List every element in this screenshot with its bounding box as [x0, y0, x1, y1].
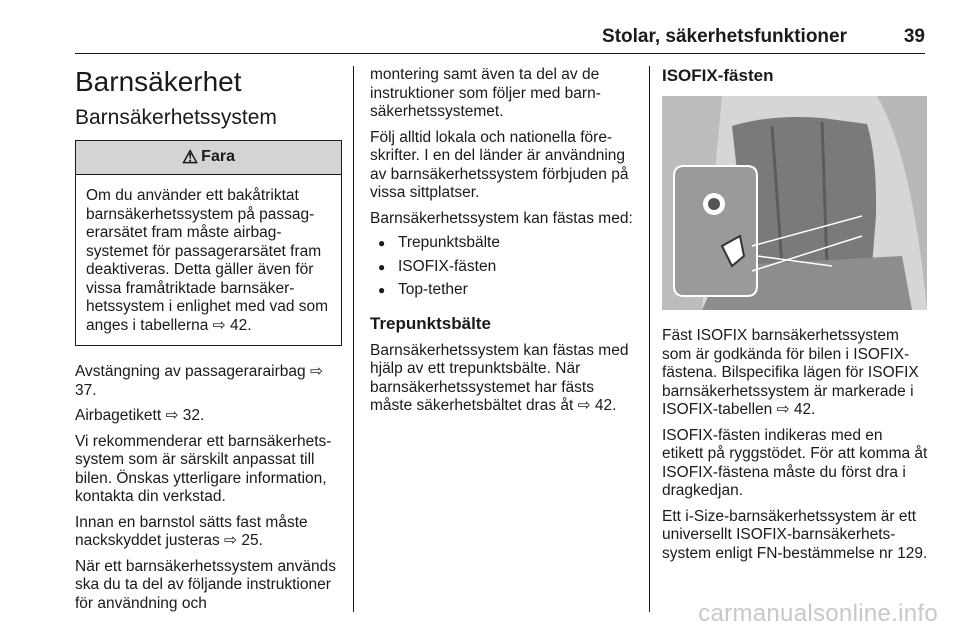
isofix-seat-illustration	[662, 96, 927, 310]
paragraph: Följ alltid lokala och nationella före-skrifter. I en del länder är användning av barnsäkerhetssystem förbjuden på vissa sittplatser.	[370, 128, 629, 201]
column-2	[370, 66, 636, 423]
rear-seat-image	[662, 96, 927, 310]
section-heading: Barnsäkerhetssystem	[75, 106, 277, 129]
page-number: 39	[903, 26, 925, 47]
danger-box-header	[76, 141, 341, 175]
page-header	[75, 24, 925, 54]
list-item: ● ISOFIX-fästen	[370, 258, 636, 277]
danger-text: Om du använder ett bakåtriktat barnsäkerhetssystem på passag-erarsätet fram måste airbag-systemet för passagerarsätet fram deaktiveras. Detta gäller även för vissa framåtriktade barnsäker-hetssystem i enlighet med vad som anges i tabellerna ⇨ 42.	[86, 187, 329, 334]
paragraph: Vi rekommenderar ett barnsäkerhets-system som är särskilt anpassat till bilen. Önskas ytterligare information, kontakta din verkstad.	[75, 432, 332, 505]
paragraph: Airbagetikett ⇨ 32.	[75, 407, 205, 424]
watermark: carmanualsonline.info	[698, 600, 938, 627]
paragraph: När ett barnsäkerhetssystem används ska du ta del av följande instruktioner för användning och	[75, 557, 337, 612]
column-3	[662, 66, 928, 570]
section-title: Stolar, säkerhetsfunktioner	[602, 26, 847, 47]
paragraph: Ett i-Size-barnsäkerhetssystem är ett universellt ISOFIX-barnsäkerhets-system enligt FN-bestämmelse nr 129.	[662, 507, 928, 562]
column-1	[75, 66, 342, 620]
danger-title: Fara	[201, 148, 235, 166]
paragraph: Barnsäkerhetssystem kan fästas med hjälp av ett trepunktsbälte. När barnsäkerhetssystemet har fästs måste säkerhetsbältet dras åt ⇨ 42.	[370, 341, 629, 414]
list-item: ● Top-tether	[370, 281, 636, 300]
bullet-list	[370, 234, 636, 300]
paragraph: Barnsäkerhetssystem kan fästas med:	[370, 209, 633, 227]
paragraph: Innan en barnstol sätts fast måste nackskyddet justeras ⇨ 25.	[75, 513, 308, 549]
paragraph: ISOFIX-fästen indikeras med en etikett på ryggstödet. För att komma åt ISOFIX-fästena måste du först dra i dragkedjan.	[662, 426, 928, 499]
warning-triangle-icon: ⚠	[182, 147, 199, 168]
paragraph: montering samt även ta del av de instruktioner som följer med barn-säkerhetssystemet.	[370, 66, 601, 120]
danger-box	[75, 140, 342, 346]
subsection-heading: ISOFIX-fästen	[662, 66, 774, 85]
paragraph: Fäst ISOFIX barnsäkerhetssystem som är godkända för bilen i ISOFIX-fästena. Bilspecifika lägen för ISOFIX barnsäkerhetssystem är markerade i ISOFIX-tabellen ⇨ 42.	[662, 327, 919, 418]
header-rule	[75, 53, 925, 54]
paragraph: Avstängning av passagerarairbag ⇨ 37.	[75, 363, 323, 399]
chapter-heading: Barnsäkerhet	[75, 66, 242, 97]
column-divider-1	[353, 66, 354, 612]
subsection-heading: Trepunktsbälte	[370, 313, 491, 333]
list-item: ● Trepunktsbälte	[370, 234, 636, 253]
column-divider-2	[649, 66, 650, 612]
